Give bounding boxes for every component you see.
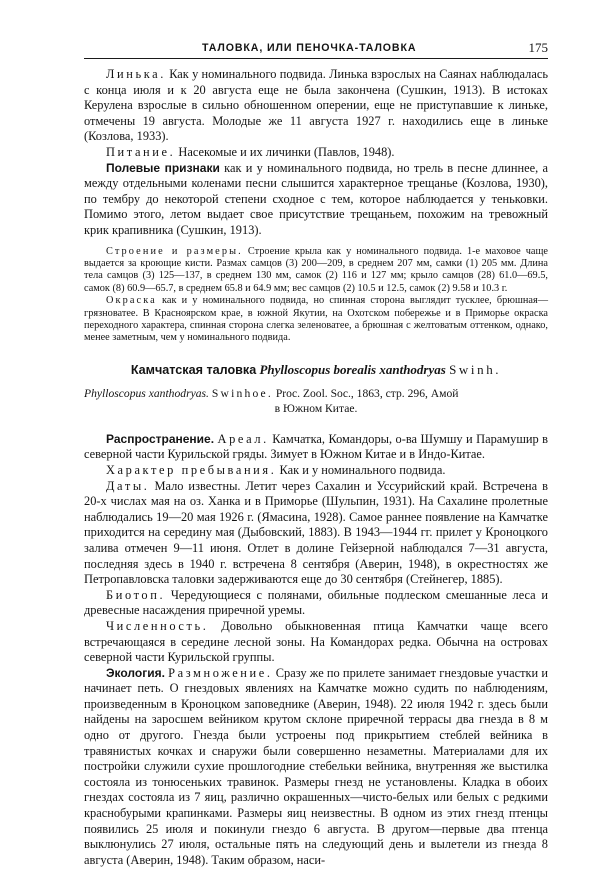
synonym-author: Swinhoe.	[211, 386, 273, 400]
range-label: Ареал.	[217, 431, 269, 446]
breeding-text: Сразу же по прилете занимает гнездовые участки и начинает петь. О гнездовых явлениях на Камчатке можно судить по наблюдениям, произведенным в Кроноцком заповеднике (Аверин, 1948). 22 июля 1942 г. здесь были найдены на заросшем вейником крутом склоне приречной террасы два гнезда в 8 м одно от другого. Гнезда были устроены под прикрытием стеблей вейника в травянистых кочках и снаружи были совершенно незаметны. Материалами для их постройки служили сухие прошлогодние стебельки вейника, внутренняя же выстилка состояла из тонюсеньких травинок. Размеры гнезд не установлены. Кладка в обоих гнездах состояла из 7 яиц, различно окрашенных—чисто-белых или белых с редкими краснобурыми крапинками. Размеры яиц неизвестны. В одном из этих гнезд птенцы появились 25 июля и покинули гнездо 6 августа. В другом—первые два птенца выклюнулись 27 июля, остальные пять на следующий день и вылетели из гнезда 8 августа (Аверин, 1948). Таким образом, наси-	[84, 665, 548, 867]
stay-text: Как и у номинального подвида.	[279, 462, 446, 477]
running-header	[84, 40, 548, 59]
abundance-paragraph	[84, 619, 548, 666]
molt-label: Линька.	[106, 67, 166, 81]
structure-text: Строение крыла как у номинального подвида. 1-е маховое чаще выдается за кроющие кисти. Размах самцов (3) 200—209, в среднем 207 мм, самки (1) 205 мм. Длина тела самцов (3) 125—137, в среднем 130 мм, самок (2) 116 и 127 мм; крыло самцов (28) 61.0—69.5, самок (8) 60.9—65.7, в среднем 65.8 и 64.9 мм; вес самцов (2) 10.5 и 12.5, самок (2) 9.58 и 10.3 г.	[84, 245, 548, 294]
distribution-label: Распространение.	[106, 431, 215, 446]
species-author: Swinh.	[449, 361, 502, 377]
coloring-text: как и у номинального подвида, но спинная сторона выглядит тусклее, брюшная—грязноватее. В Красноярском крае, в южной Якутии, на Охотском побережье и в Приморье окраска переходного характера, спинная сторона слегка зеленоватее, а брюшная с желтоватым оттенком, однако, менее заметным, чем у номинального подвида.	[84, 295, 549, 344]
field-marks-text: как и у номинального подвида, но трель в песне длиннее, а между отдельными коленами песни слышится характерное трещанье (Козлова, 1930), по тембру до некоторой степени сходное с тем, которое наблюдается у теньковки. Помимо этого, летом выдает свое присутствие трещаньем, похожим на тревожный крик крапивника (Сушкин, 1913).	[84, 160, 548, 237]
breeding-label: Размножение.	[168, 665, 273, 680]
page-body	[84, 67, 548, 868]
species-name-latin: Phylloscopus borealis xanthodryas	[259, 361, 446, 377]
food-text: Насекомые и их личинки (Павлов, 1948).	[178, 144, 395, 159]
molt-paragraph	[84, 67, 548, 145]
coloring-label: Окраска	[106, 295, 157, 307]
stay-label: Характер пребывания.	[106, 462, 277, 477]
synonym-place: в Южном Китае.	[274, 401, 358, 415]
food-label: Питание.	[106, 144, 176, 159]
dates-paragraph	[84, 479, 548, 588]
dates-text: Мало известны. Летит через Сахалин и Уссурийский край. Встречена в 20-х числах мая на оз. Ханка и в Приморье (Шульпин, 1931). На Сахалине пролетные наблюдались 19—20 мая 1926 г. (Ямасина, 1928). Самое раннее появление на Камчатке приходится на середину мая (Дыбовский, 1883). В 1943—1944 гг. прилет у Кроноцкого залива отмечен 9—11 июня. Отлет в долине Гейзерной наблюдался 7—31 августа, последняя здесь в 1940 г. встречена 8 сентября (Аверин, 1948), в окрестностях же Петропавловска таловки задерживаются еще до 30 сентября (Стейнегер, 1885).	[84, 478, 548, 587]
biotope-text: Чередующиеся с полянами, обильные подлеском смешанные леса и древесные насаждения приречной уремы.	[84, 587, 548, 618]
distribution-paragraph	[84, 432, 548, 463]
range-text: Камчатка, Командоры, о-ва Шумшу и Парамушир в северной части Курильской гряды. Зимует в Южном Китае и в Индо-Китае.	[84, 431, 548, 462]
synonym-citation	[84, 386, 548, 416]
food-paragraph	[84, 145, 548, 161]
header-title: ТАЛОВКА, ИЛИ ПЕНОЧКА-ТАЛОВКА	[202, 42, 417, 54]
synonym-source: Proc. Zool. Soc., 1863, стр. 296, Амой	[275, 386, 459, 400]
abundance-text: Довольно обыкновенная птица Камчатки чаще всего встречающаяся в середине лесной зоны. На Командорах редка. Обычна на островах северной части Курильской группы.	[84, 618, 548, 665]
ecology-label: Экология.	[106, 665, 165, 680]
dates-label: Даты.	[106, 478, 150, 493]
page-number: 175	[528, 40, 548, 55]
biotope-label: Биотоп.	[106, 587, 166, 602]
structure-label: Строение и размеры.	[106, 245, 243, 257]
ecology-paragraph	[84, 666, 548, 869]
molt-text: Как у номинального подвида. Линька взрослых на Саянах наблюдалась с конца июля и к 20 августа еще не была закончена (Сушкин, 1913). В истоках Керулена взрослые в сильно обношенном оперении, еще не приступавшие к линьке, отмечены 19 августа. Молодые же 11 августа 1927 г. находились еще в линьке (Козлова, 1933).	[84, 67, 548, 144]
synonym-latin: Phylloscopus xanthodryas.	[84, 386, 209, 400]
species-name-ru: Камчатская таловка	[130, 362, 257, 377]
field-marks-label: Полевые признаки	[106, 160, 220, 175]
field-marks-paragraph	[84, 161, 548, 239]
stay-paragraph	[84, 463, 548, 479]
abundance-label: Численность.	[106, 618, 209, 633]
species-heading	[84, 361, 548, 379]
coloring-paragraph	[84, 295, 548, 345]
structure-paragraph	[84, 246, 548, 296]
biotope-paragraph	[84, 588, 548, 619]
